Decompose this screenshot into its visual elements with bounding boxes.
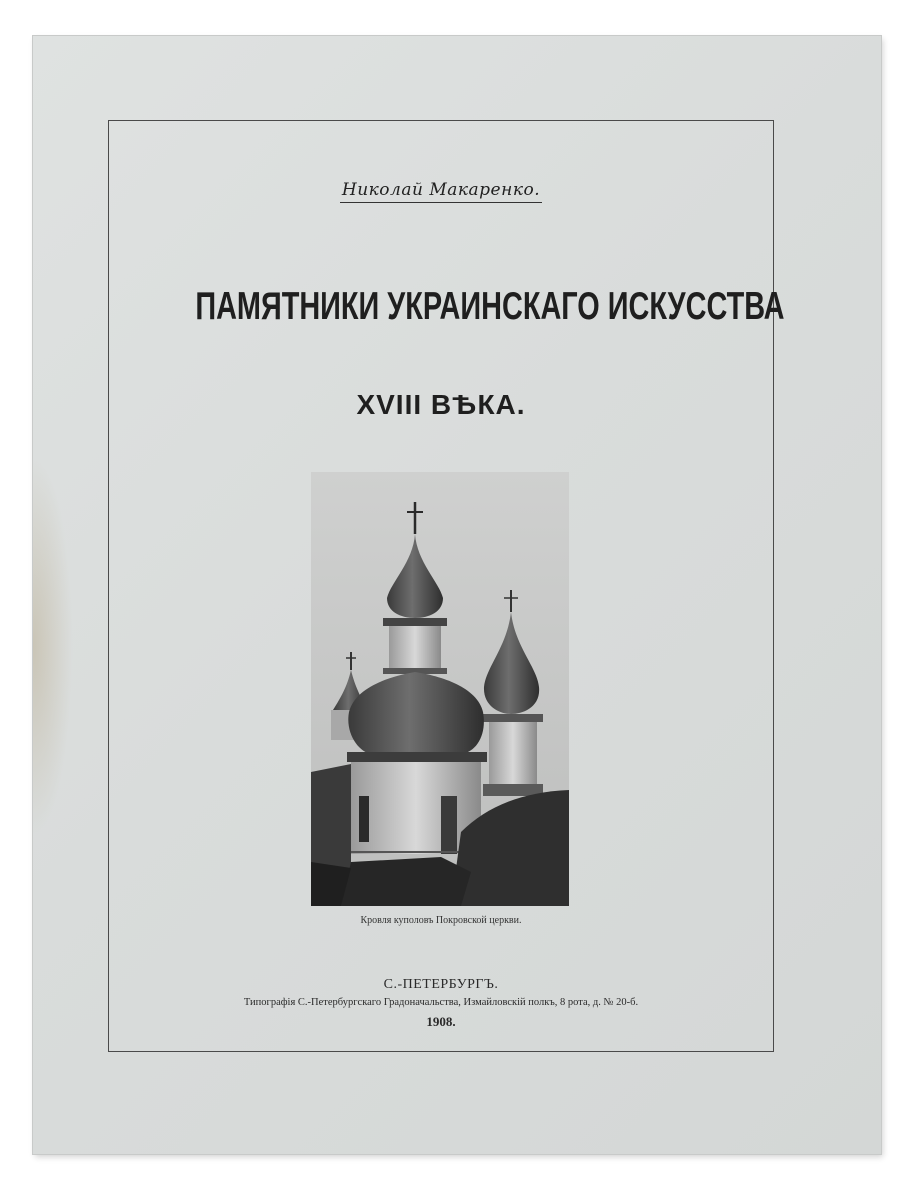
author-line [109,180,773,203]
church-photo-image [311,472,569,906]
cover-border-frame [108,120,785,1052]
printer-imprint: Типографія С.-Петербургскаго Градоначальства, Измайловскій полкъ, 8 рота, д. № 20-б. [243,997,639,1008]
book-title: ПАМЯТНИКИ УКРАИНСКАГО ИСКУССТВА [195,285,785,328]
publication-year: 1908. [426,1014,456,1029]
church-domes-photo [311,472,569,906]
book-cover [33,36,881,1154]
book-subtitle: XVIII ВѢКА. [356,389,526,420]
paper-stain [33,456,73,836]
author-name: Николай Макаренко. [340,180,542,203]
publication-city: С.-ПЕТЕРБУРГЪ. [383,977,499,992]
photo-caption: Кровля куполовъ Покровской церкви. [360,915,522,926]
